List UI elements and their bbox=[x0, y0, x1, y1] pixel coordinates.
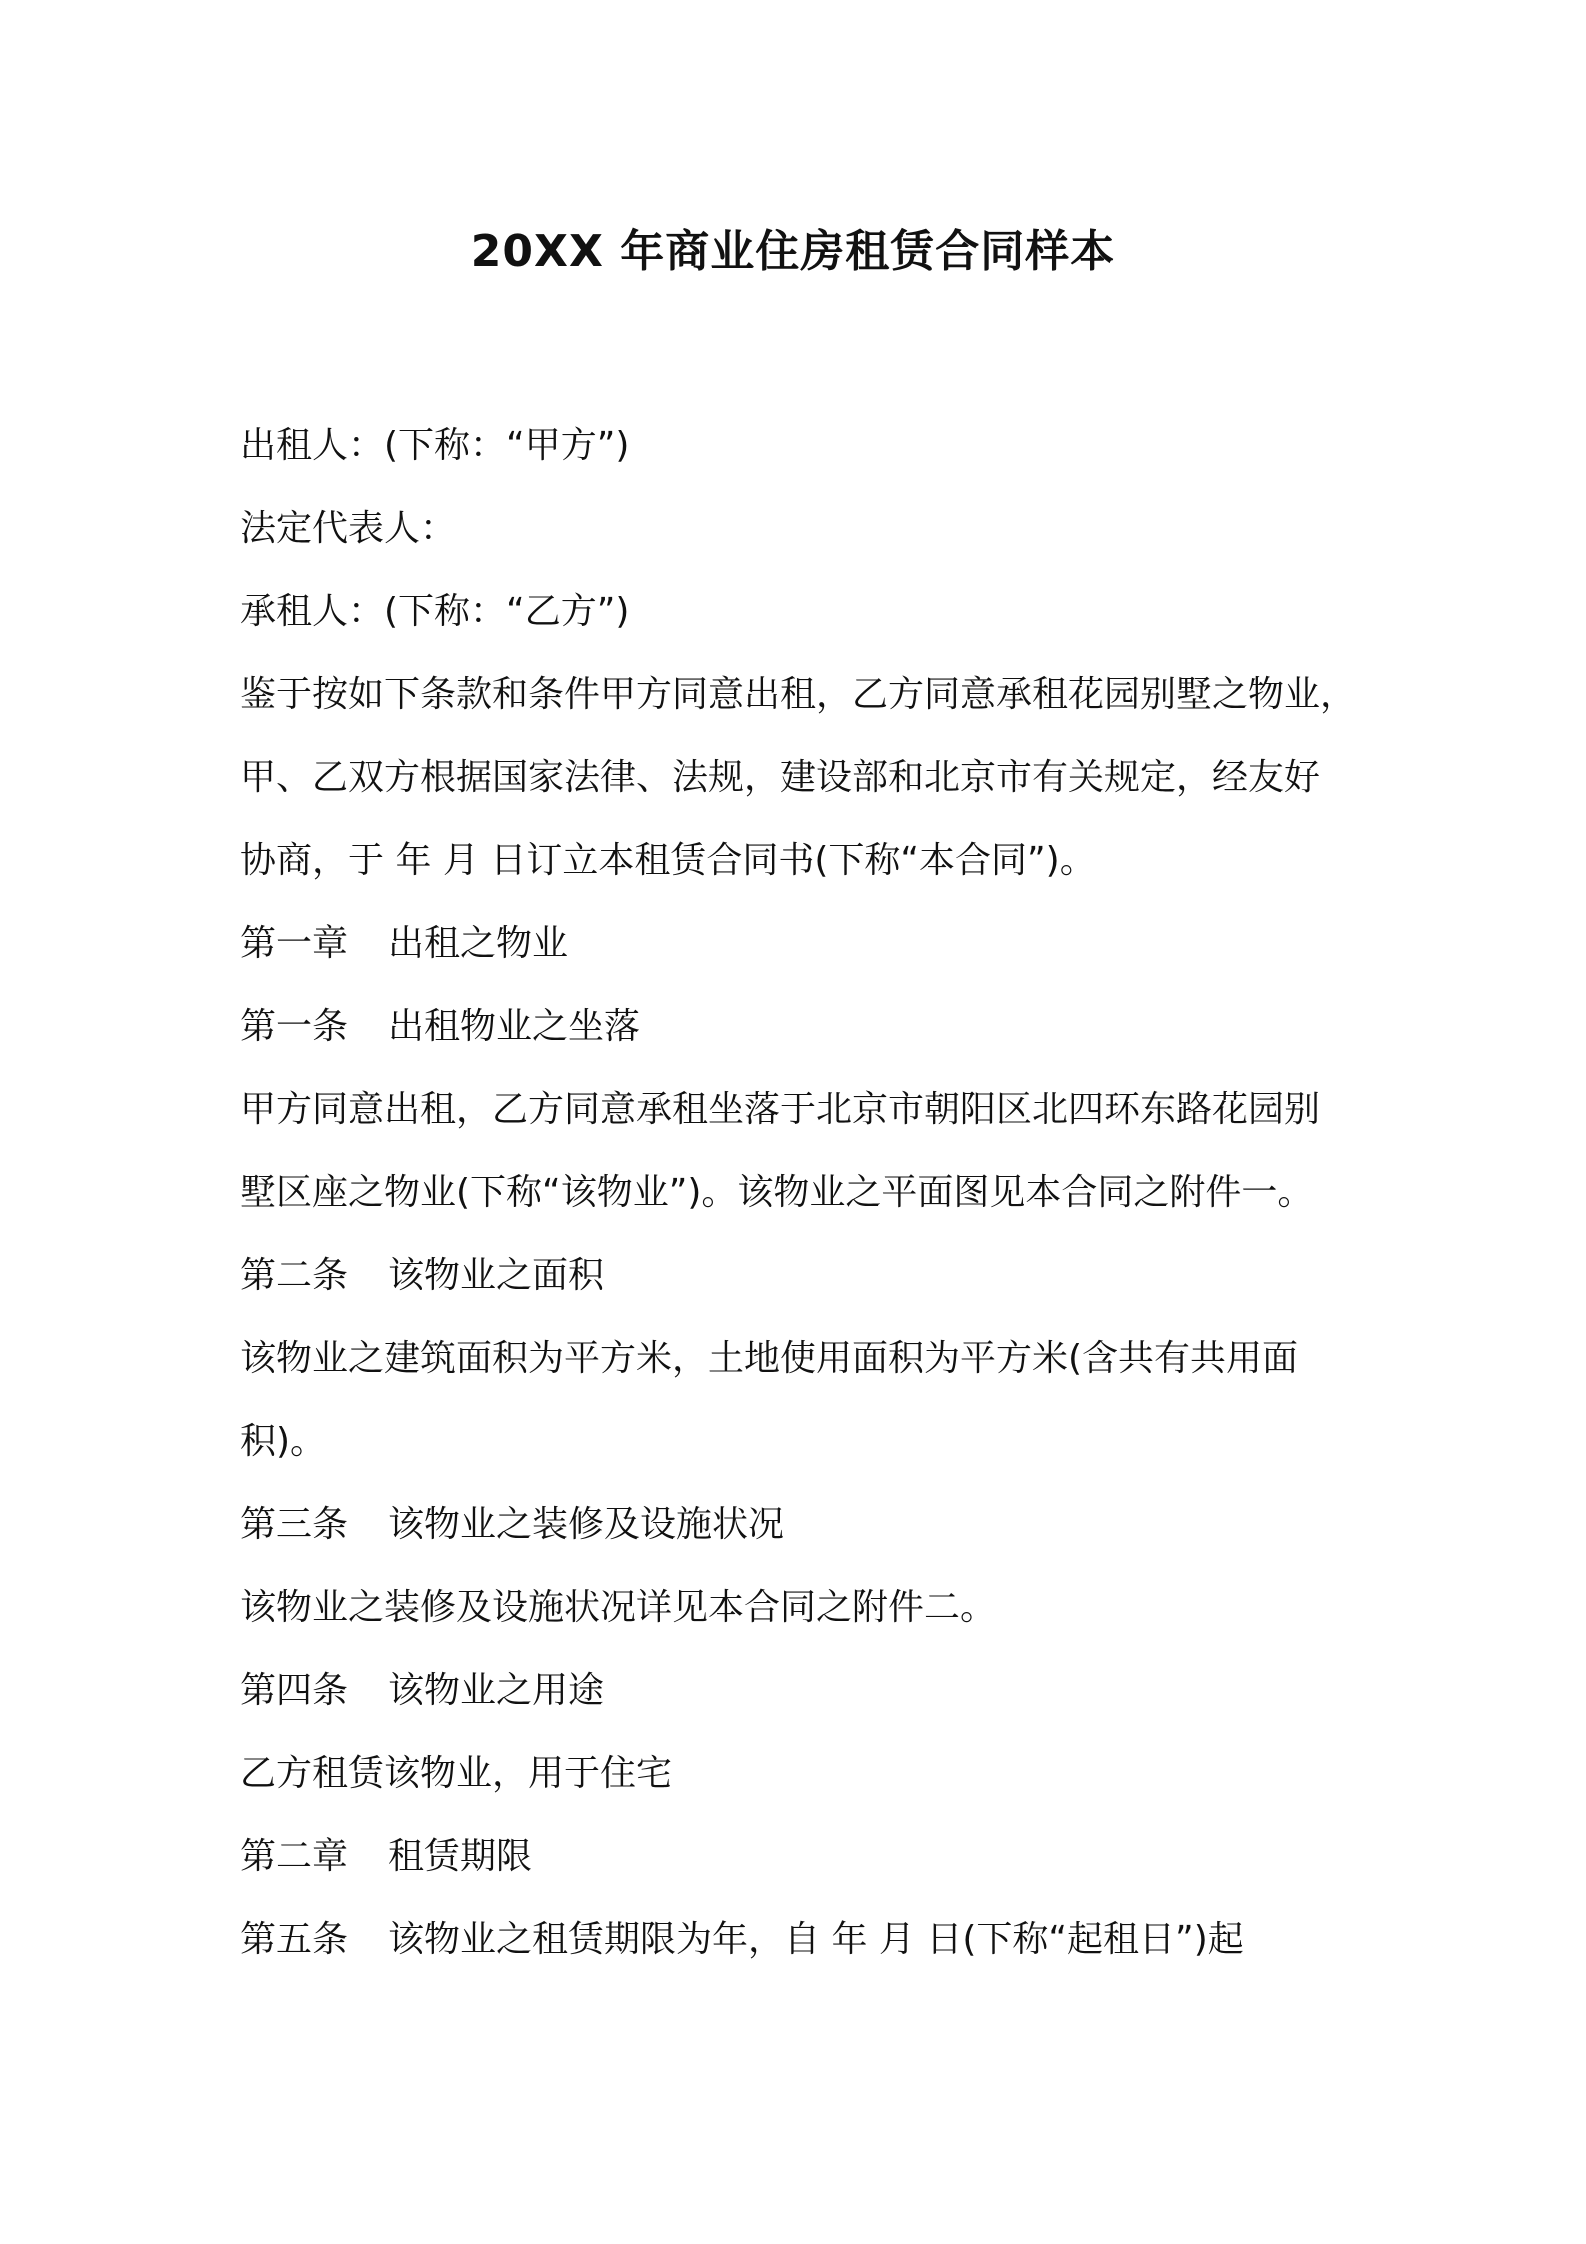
heading-number: 第四条 bbox=[240, 1670, 349, 1711]
document-title: 20XX 年商业住房租赁合同样本 bbox=[470, 226, 1116, 277]
text-line bbox=[240, 1400, 1360, 1483]
line-text: 甲、乙双方根据国家法律、法规，建设部和北京市有关规定，经友好 bbox=[240, 757, 1321, 798]
text-line bbox=[240, 487, 1360, 570]
text-line bbox=[240, 1317, 1360, 1400]
line-text: 积)。 bbox=[240, 1421, 327, 1462]
text-line bbox=[240, 819, 1360, 902]
article-heading bbox=[240, 1483, 1360, 1566]
line-text: 法定代表人： bbox=[240, 508, 457, 549]
article-heading bbox=[240, 1649, 1360, 1732]
text-line bbox=[240, 1566, 1360, 1649]
line-text: 该物业之装修及设施状况详见本合同之附件二。 bbox=[240, 1587, 997, 1628]
heading-text: 出租之物业 bbox=[388, 923, 569, 964]
line-text: 鉴于按如下条款和条件甲方同意出租，乙方同意承租花园别墅之物业， bbox=[240, 674, 1357, 715]
chapter-heading bbox=[240, 902, 1360, 985]
text-line bbox=[240, 1151, 1360, 1234]
heading-text: 租赁期限 bbox=[388, 1836, 533, 1877]
heading-number: 第二章 bbox=[240, 1836, 349, 1877]
text-line bbox=[240, 1068, 1360, 1151]
text-line bbox=[240, 736, 1360, 819]
line-text: 墅区座之物业(下称“该物业”)。该物业之平面图见本合同之附件一。 bbox=[240, 1172, 1314, 1213]
text-line bbox=[240, 653, 1360, 736]
heading-text: 该物业之用途 bbox=[388, 1670, 605, 1711]
line-text: 承租人：(下称：“乙方”) bbox=[240, 591, 630, 632]
heading-number: 第一章 bbox=[240, 923, 349, 964]
heading-text: 该物业之租赁期限为年，自 年 月 日(下称“起租日”)起 bbox=[388, 1919, 1244, 1960]
document-body bbox=[240, 404, 1360, 1981]
article-heading bbox=[240, 985, 1360, 1068]
line-text: 该物业之建筑面积为平方米，土地使用面积为平方米(含共有共用面 bbox=[240, 1338, 1299, 1379]
heading-number: 第二条 bbox=[240, 1255, 349, 1296]
heading-number: 第三条 bbox=[240, 1504, 349, 1545]
line-text: 协商，于 年 月 日订立本租赁合同书(下称“本合同”)。 bbox=[240, 840, 1096, 881]
article-heading bbox=[240, 1898, 1360, 1981]
heading-text: 出租物业之坐落 bbox=[388, 1006, 641, 1047]
heading-number: 第五条 bbox=[240, 1919, 349, 1960]
text-line bbox=[240, 570, 1360, 653]
heading-text: 该物业之面积 bbox=[388, 1255, 605, 1296]
article-heading bbox=[240, 1234, 1360, 1317]
text-line bbox=[240, 1732, 1360, 1815]
line-text: 乙方租赁该物业，用于住宅 bbox=[240, 1753, 673, 1794]
heading-text: 该物业之装修及设施状况 bbox=[388, 1504, 785, 1545]
line-text: 出租人：(下称：“甲方”) bbox=[240, 425, 630, 466]
chapter-heading bbox=[240, 1815, 1360, 1898]
heading-number: 第一条 bbox=[240, 1006, 349, 1047]
text-line bbox=[240, 404, 1360, 487]
line-text: 甲方同意出租，乙方同意承租坐落于北京市朝阳区北四环东路花园别 bbox=[240, 1089, 1321, 1130]
